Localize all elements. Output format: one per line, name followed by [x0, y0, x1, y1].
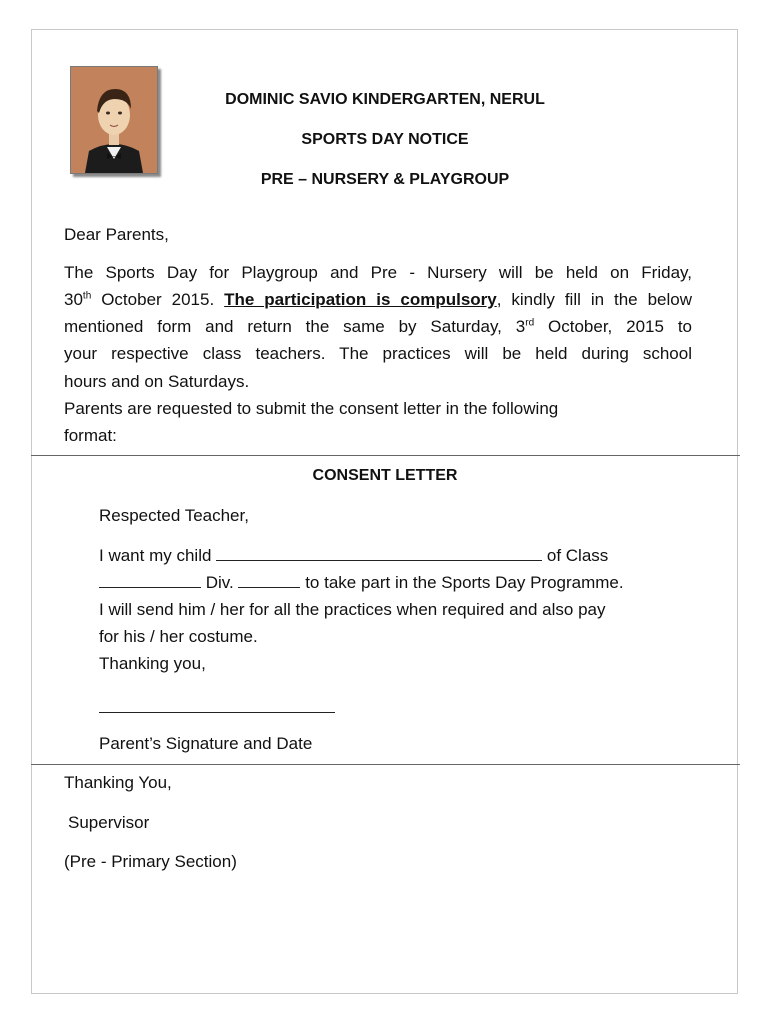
- body-line: format:: [64, 426, 117, 445]
- divider: [31, 455, 740, 456]
- consent-line: I want my child of Class: [99, 546, 609, 565]
- consent-salutation: Respected Teacher,: [99, 506, 249, 525]
- portrait-image: [70, 66, 158, 174]
- consent-line: Div. to take part in the Sports Day Programme.: [99, 569, 624, 596]
- body-line: 30th October 2015. The participation is compulsory, kindly fill in the below: [64, 290, 692, 309]
- section-title: PRE – NURSERY & PLAYGROUP: [260, 171, 510, 188]
- consent-line: I will send him / her for all the practices when required and also pay: [99, 600, 606, 619]
- body-line: Parents are requested to submit the consent letter in the following: [64, 399, 559, 418]
- division-blank[interactable]: [238, 573, 300, 588]
- signature-blank[interactable]: [99, 698, 335, 713]
- class-blank[interactable]: [99, 573, 201, 588]
- greeting: Dear Parents,: [64, 225, 169, 244]
- body-line: mentioned form and return the same by Saturday, 3rd October, 2015 to: [64, 317, 693, 336]
- body-line: your respective class teachers. The practices will be held during school: [64, 344, 692, 363]
- closing-section: (Pre - Primary Section): [64, 852, 237, 871]
- compulsory-emphasis: The participation is compulsory: [224, 290, 497, 309]
- consent-thanks: Thanking you,: [99, 654, 206, 673]
- closing-role: Supervisor: [68, 813, 150, 832]
- signature-label: Parent’s Signature and Date: [99, 734, 313, 753]
- consent-line: for his / her costume.: [99, 627, 258, 646]
- divider: [31, 764, 740, 765]
- consent-title: CONSENT LETTER: [312, 467, 458, 484]
- closing-thanks: Thanking You,: [64, 773, 172, 792]
- body-line: hours and on Saturdays.: [64, 372, 250, 391]
- notice-title: SPORTS DAY NOTICE: [301, 131, 469, 148]
- school-name: DOMINIC SAVIO KINDERGARTEN, NERUL: [225, 91, 545, 108]
- child-name-blank[interactable]: [216, 546, 542, 561]
- body-line: The Sports Day for Playgroup and Pre - Nursery will be held on Friday,: [64, 263, 692, 282]
